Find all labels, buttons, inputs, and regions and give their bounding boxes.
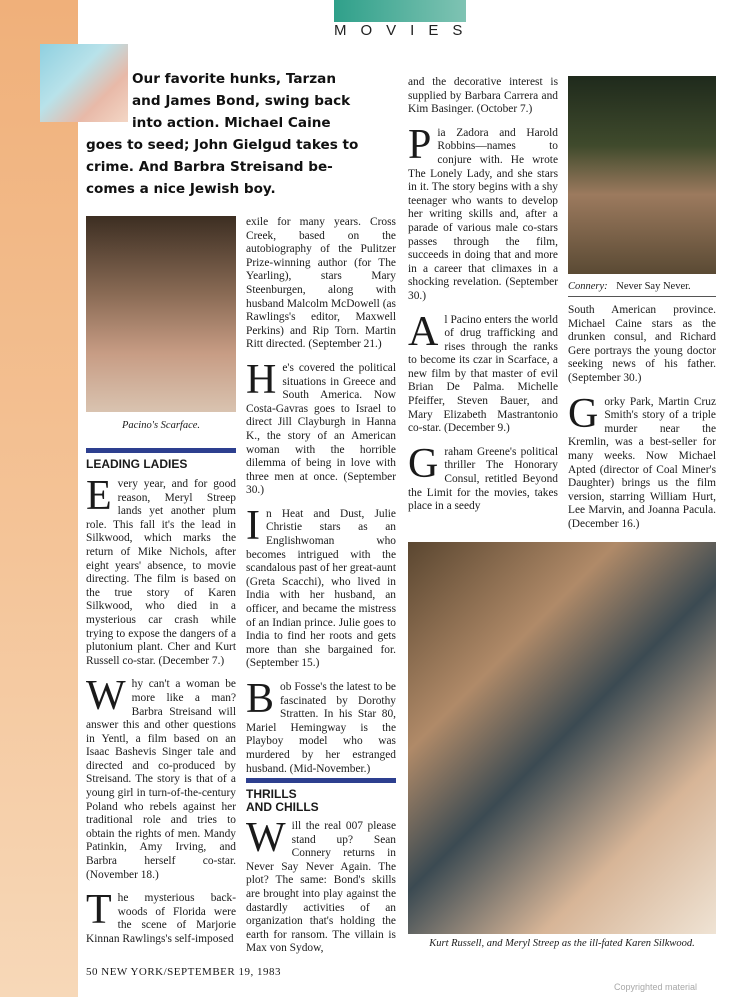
deck-line: into action. Michael Caine xyxy=(132,115,331,131)
paragraph: ia Zadora and Harold Robbins—names to conjure with. He wrote The Lonely Lady, and she stars in it. The story begins with a shy teenager who wants to develop her writing skills and, after a parade of various male co-stars passes through the film, succeeds in doing that and more in a career that climaxes in a shocking revelation. (September 30.) xyxy=(408,126,558,302)
connery-caption-name: Connery: xyxy=(568,281,608,292)
deck-line: Our favorite hunks, Tarzan xyxy=(132,71,336,87)
drop-cap: P xyxy=(408,121,432,168)
thrills-heading-line: THRILLS xyxy=(246,787,297,801)
section-rule xyxy=(246,778,396,783)
russell-streep-photo xyxy=(408,542,716,934)
section-rule xyxy=(86,448,236,453)
leading-ladies-heading: LEADING LADIES xyxy=(86,457,188,471)
pacino-caption: Pacino's Scarface. xyxy=(121,420,201,431)
deck-line: and James Bond, swing back xyxy=(132,93,351,109)
paragraph: n Heat and Dust, Julie Christie stars as an Englishwoman who becomes intrigued with the scandalous past of her great-aunt (Greta Scacchi), who lived in India with her husband, an officer, and became the mistress of an Indian prince. Julie goes to India to find her roots and gets more than she bargained for. (September 15.) xyxy=(246,507,396,670)
paragraph: very year, and for good reason, Meryl Streep lands yet another plum role. This fall it's the lead in Silkwood, which marks the return of Mike Nichols, after eight years' absence, to movie directing. The film is based on the true story of Karen Silkwood, who died in a mysterious car crash while trying to expose the dangers of a plutonium plant. Cher and Kurt Russell co-star. (December 7.) xyxy=(86,478,236,667)
drop-cap: T xyxy=(86,887,112,934)
paragraph: orky Park, Martin Cruz Smith's story of a triple murder near the Kremlin, was a best-seller for many weeks. Now Michael Apted (director of Coal Miner's Daughter) brings us the film version, starring William Hurt, Lee Marvin, and Joanna Pacula. (December 16.) xyxy=(568,395,716,530)
thrills-heading xyxy=(246,788,319,814)
deck-line: comes a nice Jewish boy. xyxy=(86,181,276,197)
drop-cap: I xyxy=(246,502,260,549)
drop-cap: B xyxy=(246,676,275,722)
article-deck xyxy=(86,68,398,200)
drop-cap: H xyxy=(246,356,277,403)
copyright-watermark: Copyrighted material xyxy=(614,982,698,992)
deck-line: crime. And Barbra Streisand be- xyxy=(86,159,333,175)
paragraph: raham Greene's political thriller The Honorary Consul, retitled Beyond the Limit for the movies, takes place in a seedy xyxy=(408,445,558,513)
paragraph: ill the real 007 please stand up? Sean Connery returns in Never Say Never Again. The plot? The same: Bond's skills are brought into play against the dastardly activities of an organization that's holding the earth for ransom. The villain is Max von Sydow, xyxy=(246,820,396,955)
paragraph: exile for many years. Cross Creek, based on the autobiography of the Pulitzer Prize-winning author (for The Yearling), stars Mary Steenburgen, along with husband Malcolm McDowell (as Rawlings's editor, Maxwell Perkins) and Rip Torn. Martin Ritt directed. (September 21.) xyxy=(246,216,396,351)
connery-photo xyxy=(568,76,716,274)
column-4 xyxy=(568,304,716,542)
connery-caption xyxy=(568,281,716,292)
column-3 xyxy=(408,76,558,524)
column-1 xyxy=(86,473,236,957)
paragraph: he mysterious back-woods of Florida were the scene of Marjorie Kinnan Rawlings's self-imposed xyxy=(86,892,236,945)
column-2 xyxy=(246,216,396,786)
drop-cap: E xyxy=(86,473,112,519)
caption-rule xyxy=(568,296,716,297)
header-color-band xyxy=(334,0,466,22)
thrills-heading-line: AND CHILLS xyxy=(246,800,319,814)
paragraph: e's covered the political situations in Greece and South America. Now Costa-Gavras goes to Israel to direct Jill Clayburgh in Hanna K., the story of an American woman with the horrible dilemma of being in love with three men at once. (September 30.) xyxy=(246,361,396,497)
paragraph: hy can't a woman be more like a man? Barbra Streisand will answer this and other questions in Yentl, a film based on an Isaac Bashevis Singer tale and directed and co-produced by Streisand. The story is that of a young girl in turn-of-the-century Poland who rebels against her traditional role and tries to obtain the rights of men. Mandy Patinkin, Amy Irving, and Barbra herself co-star. (November 18.) xyxy=(86,678,236,881)
paragraph: and the decorative interest is supplied by Barbara Carrera and Kim Basinger. (October 7.) xyxy=(408,76,558,116)
connery-caption-title: Never Say Never. xyxy=(616,281,691,292)
deck-line: goes to seed; John Gielgud takes to xyxy=(86,137,359,153)
section-title: MOVIES xyxy=(334,22,477,39)
pacino-photo xyxy=(86,216,236,412)
drop-cap: G xyxy=(408,440,439,487)
russell-caption: Kurt Russell, and Meryl Streep as the ill-fated Karen Silkwood. xyxy=(429,938,695,949)
column-2-continued xyxy=(246,815,396,966)
paragraph: South American province. Michael Caine stars as the drunken consul, and Richard Gere portrays the young doctor seeking news of his father. (September 30.) xyxy=(568,304,716,384)
drop-cap: A xyxy=(408,308,439,355)
drop-cap: W xyxy=(246,815,286,861)
paragraph: ob Fosse's the latest to be fascinated by Dorothy Stratten. In his Star 80, Mariel Hemingway is the Playboy model who was murdered by her estranged husband. (Mid-November.) xyxy=(246,681,396,775)
page-footer: 50 NEW YORK/SEPTEMBER 19, 1983 xyxy=(86,966,281,978)
drop-cap: G xyxy=(568,390,599,437)
left-color-strip xyxy=(0,0,78,997)
drop-cap: W xyxy=(86,673,126,720)
paragraph: l Pacino enters the world of drug trafficking and rises through the ranks to become its czar in Scarface, a new film by that master of evil Brian De Palma. Michelle Pfeiffer, Steven Bauer, and Mary Elizabeth Mastrantonio co-star. (December 9.) xyxy=(408,313,558,435)
